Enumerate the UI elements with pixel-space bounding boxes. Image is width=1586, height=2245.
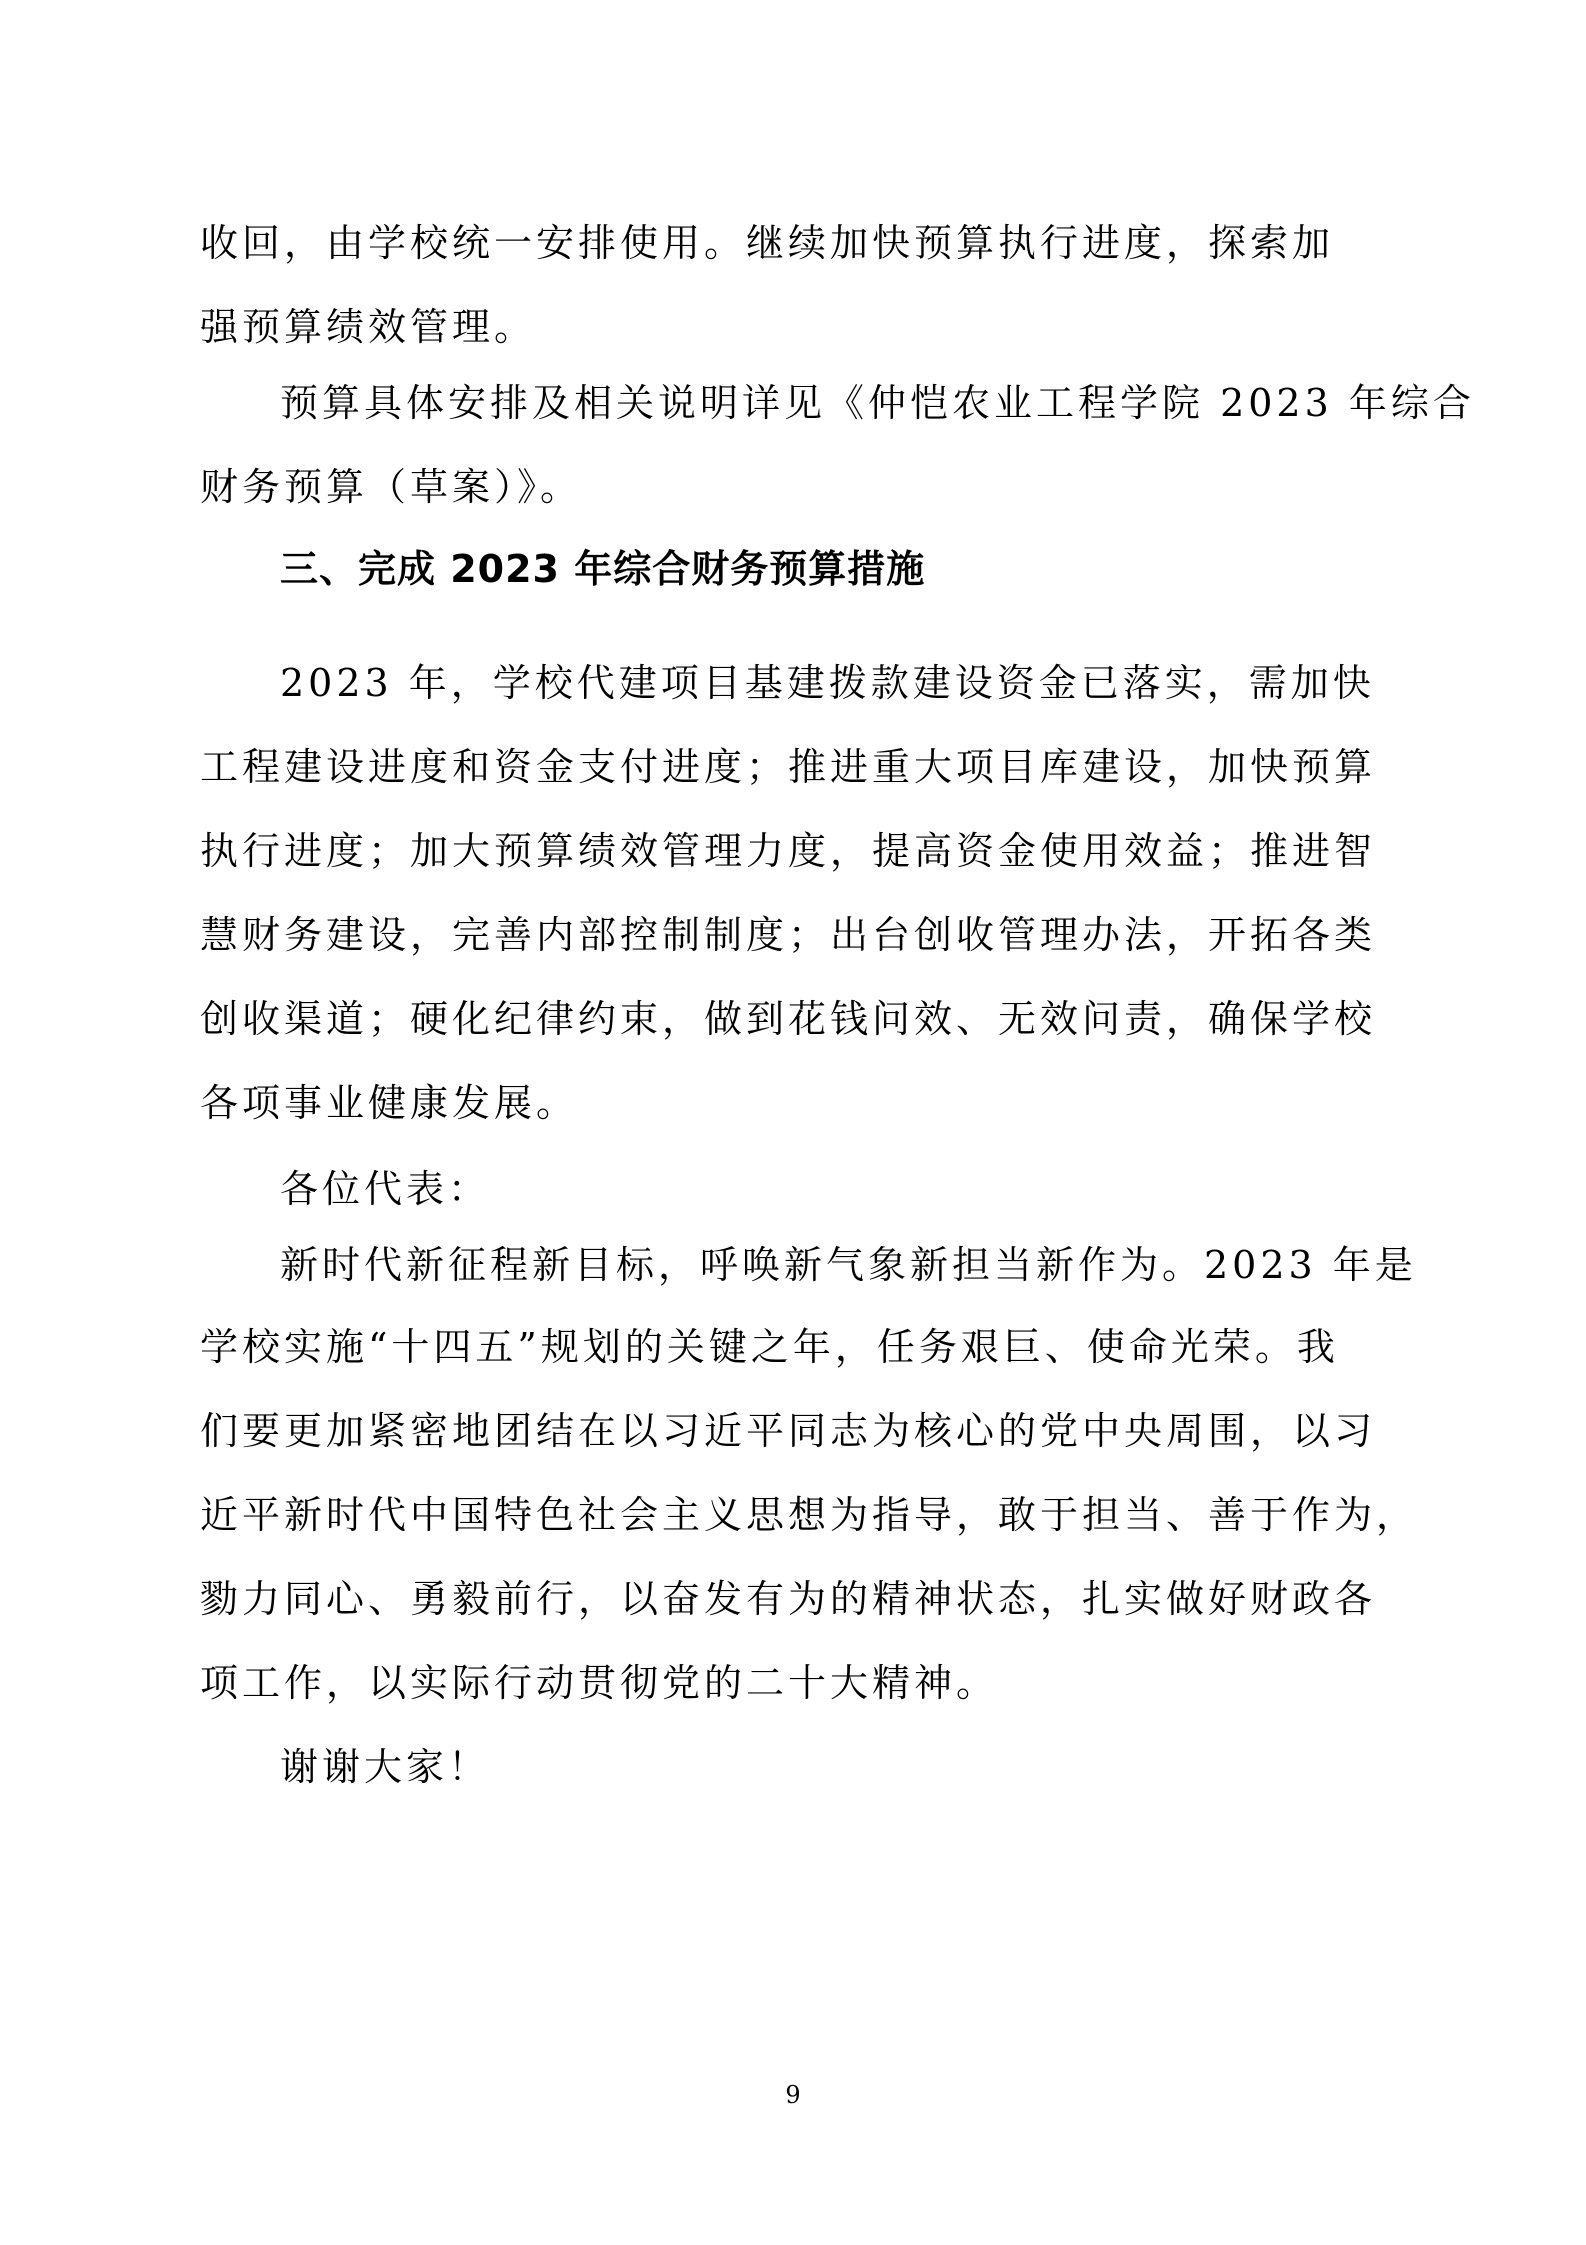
body-text-line: 创收渠道；硬化纪律约束，做到花钱问效、无效问责，确保学校 (200, 997, 1377, 1041)
body-text-line: 执行进度；加大预算绩效管理力度，提高资金使用效益；推进智 (200, 829, 1377, 873)
page-number: 9 (785, 2081, 801, 2109)
body-text-line: 2023 年，学校代建项目基建拨款建设资金已落实，需加快 (280, 661, 1375, 705)
body-text-line: 学校实施“十四五”规划的关键之年，任务艰巨、使命光荣。我 (200, 1325, 1339, 1369)
body-text-line: 们要更加紧密地团结在以习近平同志为核心的党中央周围，以习 (200, 1409, 1377, 1453)
body-text-line: 各项事业健康发展。 (200, 1081, 579, 1125)
body-text-line: 近平新时代中国特色社会主义思想为指导，敢于担当、善于作为， (200, 1493, 1419, 1537)
body-text-line: 各位代表： (280, 1167, 491, 1211)
body-text-line: 项工作，以实际行动贯彻党的二十大精神。 (200, 1661, 999, 1705)
body-text-line: 勠力同心、勇毅前行，以奋发有为的精神状态，扎实做好财政各 (200, 1577, 1377, 1621)
section-heading: 三、完成 2023 年综合财务预算措施 (280, 547, 926, 591)
body-text-line: 工程建设进度和资金支付进度；推进重大项目库建设，加快预算 (200, 745, 1377, 789)
body-text-line: 强预算绩效管理。 (200, 305, 537, 349)
body-text-line: 新时代新征程新目标，呼唤新气象新担当新作为。2023 年是 (280, 1243, 1417, 1287)
body-text-line: 收回，由学校统一安排使用。继续加快预算执行进度，探索加 (200, 221, 1335, 265)
body-text-line: 慧财务建设，完善内部控制制度；出台创收管理办法，开拓各类 (200, 913, 1377, 957)
body-text-line: 预算具体安排及相关说明详见《仲恺农业工程学院 2023 年综合 (280, 381, 1475, 425)
body-text-line: 财务预算（草案）》。 (200, 465, 583, 509)
body-text-line: 谢谢大家！ (280, 1745, 491, 1789)
